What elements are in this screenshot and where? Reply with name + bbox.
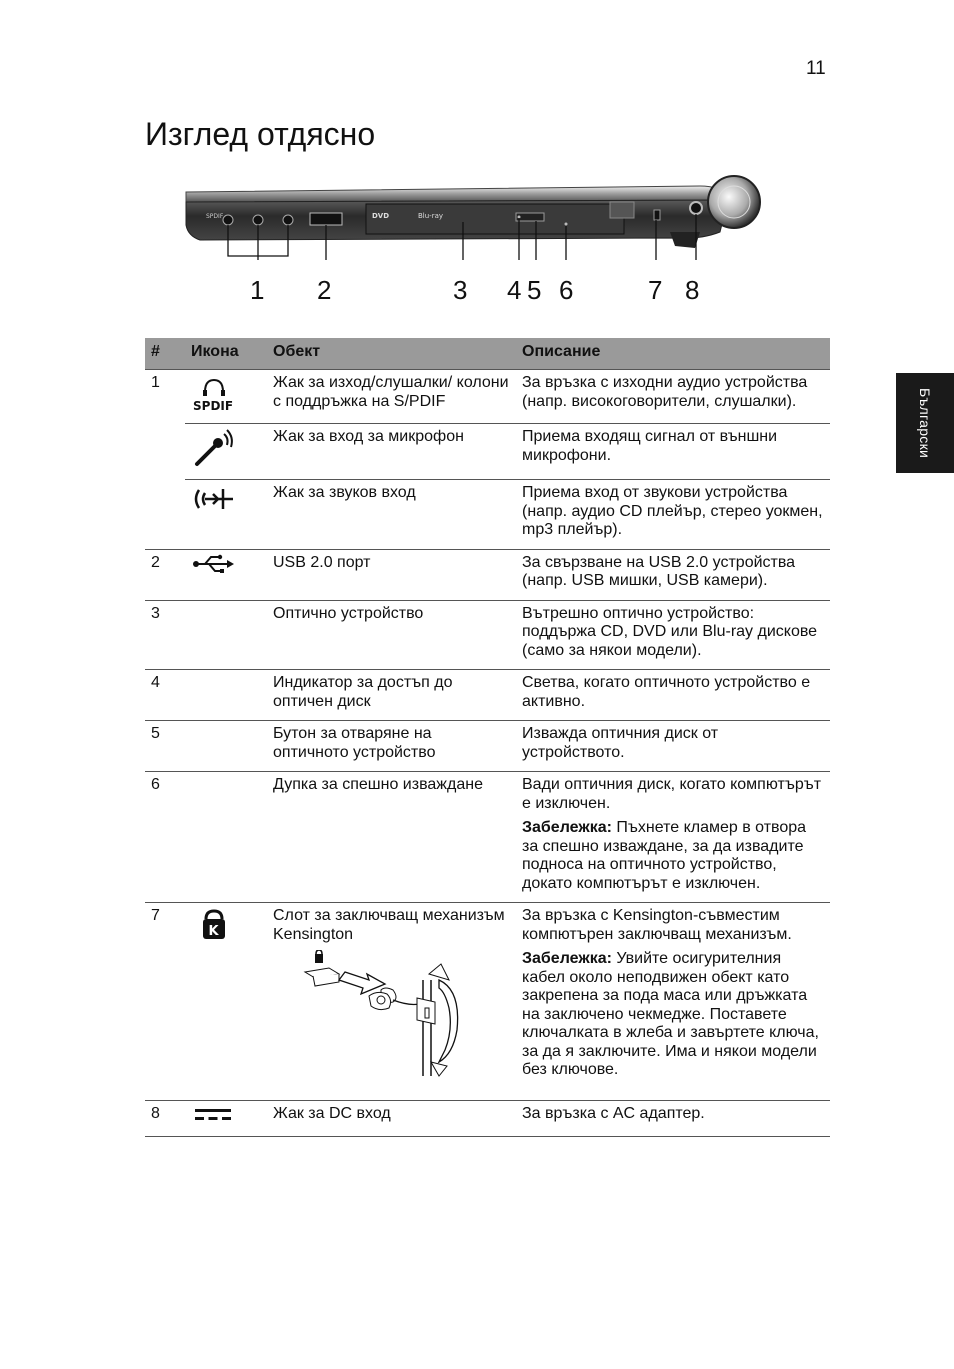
row-object: Оптично устройство	[267, 600, 516, 670]
callout-5: 5	[527, 275, 542, 305]
laptop-lid	[186, 186, 728, 202]
table-row	[145, 424, 830, 480]
row-icon-empty	[185, 721, 267, 772]
row-num: 8	[145, 1100, 185, 1136]
usb-port	[310, 213, 342, 225]
row-num: 7	[145, 903, 185, 1101]
row-object: Жак за DC вход	[267, 1100, 516, 1136]
page-number: 11	[806, 58, 826, 79]
row-object: Бутон за отваряне на оптичното устройство	[267, 721, 516, 772]
row-object: Жак за изход/слушалки/ колони с поддръжка на S/PDIF	[267, 370, 516, 424]
line-in-icon	[185, 480, 267, 550]
table-row	[145, 1100, 830, 1136]
row-object-text: Слот за заключващ механизъм Kensington	[273, 907, 505, 943]
row-num: 5	[145, 721, 185, 772]
row-num: 6	[145, 772, 185, 903]
header-object: Обект	[267, 338, 516, 370]
row-object: Жак за звуков вход	[267, 480, 516, 550]
callout-7: 7	[648, 275, 663, 305]
row-description	[516, 772, 830, 903]
audio-jack-1	[223, 215, 233, 225]
header-description: Описание	[516, 338, 830, 370]
row-description: За свързване на USB 2.0 устройства (напр. USB мишки, USB камери).	[516, 549, 830, 600]
table-row	[145, 370, 830, 424]
row-object: Жак за вход за микрофон	[267, 424, 516, 480]
callout-8: 8	[685, 275, 700, 305]
dc-in-icon	[185, 1100, 267, 1136]
row-num: 3	[145, 600, 185, 670]
table-header-row	[145, 338, 830, 370]
callout-1: 1	[250, 275, 265, 305]
microphone-icon	[185, 424, 267, 480]
table-row	[145, 549, 830, 600]
table-row	[145, 480, 830, 550]
note-label: Забележка:	[522, 950, 612, 967]
usb-icon	[185, 549, 267, 600]
row-icon-empty	[185, 600, 267, 670]
row-num	[145, 424, 185, 480]
emergency-eject-hole	[565, 223, 568, 226]
ports-table	[145, 338, 830, 1137]
kensington-lock-icon	[185, 903, 267, 1101]
language-tab: Български	[896, 373, 954, 473]
page-title: Изглед отдясно	[145, 116, 376, 152]
row-icon-empty	[185, 772, 267, 903]
note-text: Пъхнете кламер в отвора за спешно изваждане, за да извадите подноса на оптичното устройство, докато компютърът е изключен.	[522, 819, 807, 892]
callout-6: 6	[559, 275, 574, 305]
kensington-lock-illustration	[299, 950, 474, 1085]
svg-text:K: K	[208, 924, 219, 939]
audio-jack-2	[253, 215, 263, 225]
headphones-spdif-icon	[185, 370, 267, 424]
row-object: Индикатор за достъп до оптичен диск	[267, 670, 516, 721]
row-num: 4	[145, 670, 185, 721]
svg-text:Blu-ray: Blu-ray	[418, 212, 444, 220]
optical-drive-bay	[366, 204, 624, 234]
header-icon: Икона	[185, 338, 267, 370]
row-object	[267, 903, 516, 1101]
svg-text:SPDIF: SPDIF	[206, 213, 224, 220]
row-num	[145, 480, 185, 550]
row-note	[522, 819, 824, 893]
laptop-right-side-illustration	[180, 170, 770, 260]
note-text: Увийте осигурителния кабел около неподвижен обект като закрепена за пода маса или дръжката на заключено чекмедже. Поставете ключалката в жлеба и завъртете ключа, за да я заключите. Има и някои модели без ключове.	[522, 950, 819, 1078]
row-num: 2	[145, 549, 185, 600]
row-description: За връзка с изходни аудио устройства (напр. високоговорители, слушалки).	[516, 370, 830, 424]
row-object: USB 2.0 порт	[267, 549, 516, 600]
row-description: Светва, когато оптичното устройство е активно.	[516, 670, 830, 721]
note-label: Забележка:	[522, 819, 612, 836]
svg-text:DVD: DVD	[372, 212, 390, 220]
row-num: 1	[151, 374, 160, 391]
callout-2: 2	[317, 275, 332, 305]
table-row	[145, 670, 830, 721]
svg-text:SPDIF: SPDIF	[193, 399, 234, 413]
row-object: Дупка за спешно изваждане	[267, 772, 516, 903]
kensington-slot	[654, 210, 660, 220]
callout-3: 3	[453, 275, 468, 305]
header-num: #	[145, 338, 185, 370]
row-note	[522, 950, 824, 1080]
row-description	[516, 903, 830, 1101]
table-row	[145, 600, 830, 670]
callout-4: 4	[507, 275, 522, 305]
row-description: Изважда оптичния диск от устройството.	[516, 721, 830, 772]
row-icon-empty	[185, 670, 267, 721]
table-row	[145, 772, 830, 903]
vent	[610, 202, 634, 218]
row-description: Приема вход от звукови устройства (напр. аудио CD плейър, стерео уокмен, mp3 плейър).	[516, 480, 830, 550]
row-description: Приема входящ сигнал от външни микрофони.	[516, 424, 830, 480]
row-description-text: За връзка с Kensington-съвместим компютърен заключващ механизъм.	[522, 907, 792, 943]
row-description: Вътрешно оптично устройство: поддържа CD, DVD или Blu-ray дискове (само за някои модели).	[516, 600, 830, 670]
row-description: За връзка с AC адаптер.	[516, 1100, 830, 1136]
dc-in-jack	[690, 202, 702, 214]
power-knob	[708, 176, 760, 228]
audio-jack-3	[283, 215, 293, 225]
table-row	[145, 903, 830, 1101]
row-description-text: Вади оптичния диск, когато компютърът е изключен.	[522, 776, 822, 812]
table-row	[145, 721, 830, 772]
